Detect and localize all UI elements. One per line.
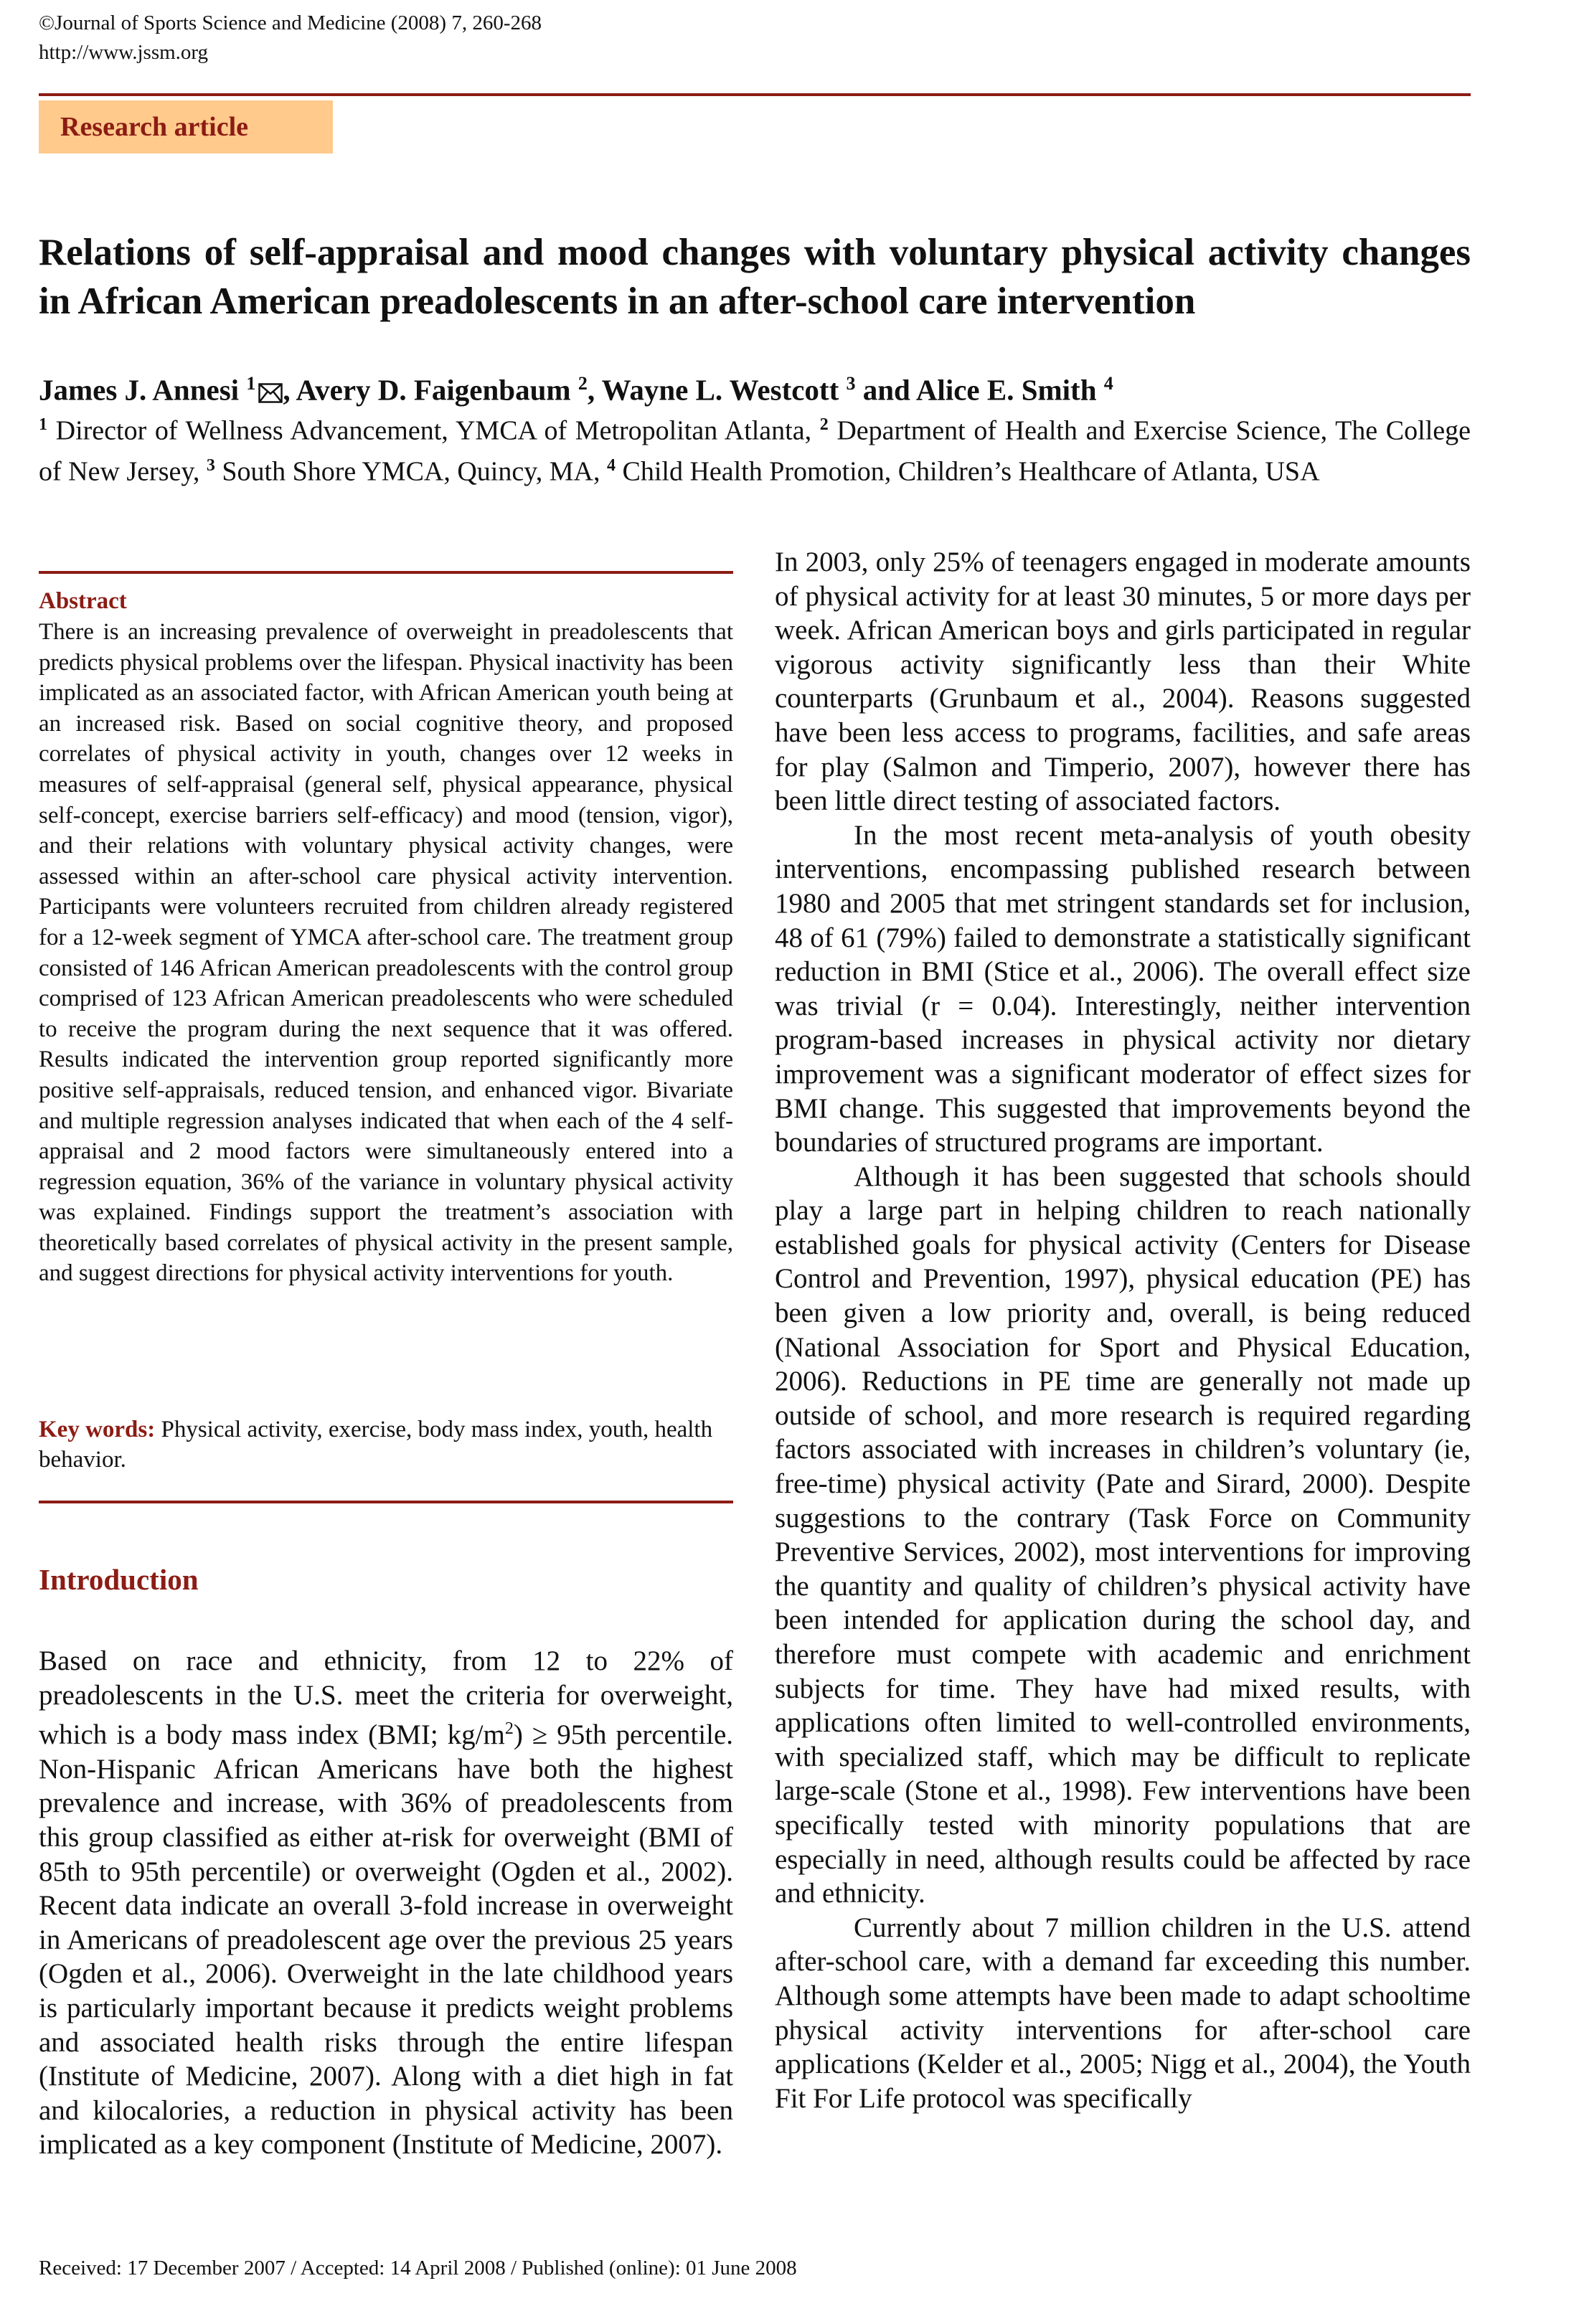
keywords-label: Key words: [39, 1417, 156, 1442]
intro-sup: 2 [504, 1719, 514, 1739]
affil-4: Child Health Promotion, Children’s Healthcare of Atlanta, USA [616, 456, 1320, 487]
keywords [39, 1414, 733, 1475]
author-4-sup: 4 [1103, 373, 1113, 394]
introduction-paragraph [39, 1644, 733, 2162]
abstract-top-divider [39, 571, 733, 574]
author-4: and Alice E. Smith [855, 373, 1104, 407]
publication-dates: Received: 17 December 2007 / Accepted: 14 April 2008 / Published (online): 01 June 2008 [39, 2257, 797, 2280]
author-3: , Wayne L. Westcott [587, 373, 847, 407]
right-paragraph-1: In 2003, only 25% of teenagers engaged in moderate amounts of physical activity for at least 30 minutes, 5 or more days per week. African American boys and girls participated in regular vigorous activity significantly less than their White counterparts (Grunbaum et al., 2004). Reasons suggested have been less access to programs, facilities, and safe areas for play (Salmon and Timperio, 2007), however there has been little direct testing of associated factors. [775, 547, 1471, 817]
affil-3-sup: 3 [206, 455, 215, 475]
author-2-sup: 2 [578, 373, 588, 394]
paper-title: Relations of self-appraisal and mood changes with voluntary physical activity changes in African American preadolescents in an after-school care intervention [39, 232, 1471, 322]
header-divider [39, 93, 1471, 96]
affil-1-sup: 1 [39, 415, 47, 434]
affil-3: South Shore YMCA, Quincy, MA, [215, 456, 607, 487]
affiliations [39, 407, 1471, 488]
article-type-badge: Research article [39, 100, 333, 153]
abstract-bottom-divider [39, 1501, 733, 1503]
envelope-icon[interactable] [258, 375, 283, 411]
introduction-heading: Introduction [39, 1563, 199, 1596]
right-paragraph-2: In the most recent meta-analysis of youth obesity interventions, encompassing published research between 1980 and 2005 that met stringent standards set for inclusion, 48 of 61 (79%) failed to demonstrate a statistically significant reduction in BMI (Stice et al., 2006). The overall effect size was trivial (r = 0.04). Interestingly, neither intervention program-based increases in physical activity nor dietary improvement was a significant moderator of effect sizes for BMI change. This suggested that improvements beyond the boundaries of structured programs are important. [775, 819, 1471, 1158]
author-list [39, 366, 1471, 411]
affil-1: Director of Wellness Advancement, YMCA of Metropolitan Atlanta, [47, 415, 820, 446]
abstract-body: There is an increasing prevalence of overweight in preadolescents that predicts physical problems over the lifespan. Physical inactivity has been implicated as an associated factor, with African American youth being at an increased risk. Based on social cognitive theory, and proposed correlates of physical activity in youth, changes over 12 weeks in measures of self-appraisal (general self, physical appearance, physical self-concept, exercise barriers self-efficacy) and mood (tension, vigor), and their relations with voluntary physical activity changes, were assessed within an after-school care physical activity intervention. Participants were volunteers recruited from children already registered for a 12-week segment of YMCA after-school care. The treatment group consisted of 146 African American preadolescents with the control group comprised of 123 African American preadolescents who were scheduled to receive the program during the next sequence that it was offered. Results indicated the intervention group reported significantly more positive self-appraisals, reduced tension, and enhanced vigor. Bivariate and multiple regression analyses indicated that when each of the 4 self-appraisal and 2 mood factors were simultaneously entered into a regression equation, 36% of the variance in voluntary physical activity was explained. Findings support the treatment’s association with theoretically based correlates of physical activity in the present sample, and suggest directions for physical activity interventions for youth. [39, 619, 733, 1287]
affil-4-sup: 4 [607, 455, 616, 475]
author-3-sup: 3 [846, 373, 856, 394]
author-1: James J. Annesi [39, 373, 247, 407]
right-column [775, 545, 1471, 2115]
journal-citation: ©Journal of Sports Science and Medicine (2008) 7, 260-268 [39, 11, 542, 34]
abstract-heading: Abstract [39, 588, 127, 614]
affil-2: Department of Health and Exercise Science, The College of New Jersey, [39, 415, 1471, 487]
right-paragraph-3: Although it has been suggested that schools should play a large part in helping children to reach nationally established goals for physical activity (Centers for Disease Control and Prevention, 1997), physical education (PE) has been given a low priority and, overall, is being reduced (National Association for Sport and Physical Education, 2006). Reductions in PE time are generally not made up outside of school, and more research is required regarding factors associated with increases in children’s voluntary (ie, free-time) physical activity (Pate and Sirard, 2000). Despite suggestions to the contrary (Task Force on Community Preventive Services, 2002), most interventions for improving the quantity and quality of children’s physical activity have been intended for application during the school day, and therefore must compete with academic and enrichment subjects for time. They have had mixed results, with applications often limited to well-controlled environments, with specialized staff, which may be difficult to replicate large-scale (Stone et al., 1998). Few interventions have been specifically tested with minority populations that are especially in need, although results could be affected by race and ethnicity. [775, 1161, 1471, 1909]
intro-text-a: Based on race and ethnicity, from 12 to 22% of preadolescents in the U.S. meet the criteria for overweight, which is a body mass index (BMI; kg/m [39, 1645, 733, 1751]
journal-url[interactable]: http://www.jssm.org [39, 41, 209, 64]
intro-text-b: ) ≥ 95th percentile. Non-Hispanic African Americans have both the highest prevalence and increase, with 36% of preadolescents from this group classified as either at-risk for overweight (BMI of 85th to 95th percentile) or overweight (Ogden et al., 2002). Recent data indicate an overall 3-fold increase in overweight in Americans of preadolescent age over the previous 25 years (Ogden et al., 2006). Overweight in the late childhood years is particularly important because it predicts weight problems and associated health risks through the entire lifespan (Institute of Medicine, 2007). Along with a diet high in fat and kilocalories, a reduction in physical activity has been implicated as a key component (Institute of Medicine, 2007). [39, 1719, 734, 2160]
keywords-text: Physical activity, exercise, body mass index, youth, health behavior. [39, 1417, 713, 1473]
affil-2-sup: 2 [819, 415, 829, 434]
author-2: , Avery D. Faigenbaum [283, 373, 578, 407]
journal-header [39, 9, 542, 67]
right-paragraph-4: Currently about 7 million children in the U.S. attend after-school care, with a demand far exceeding this number. Although some attempts have been made to adapt schooltime physical activity interventions for after-school care applications (Kelder et al., 2005; Nigg et al., 2004), the Youth Fit For Life protocol was specifically [775, 1912, 1471, 2114]
author-1-sup: 1 [246, 373, 256, 394]
